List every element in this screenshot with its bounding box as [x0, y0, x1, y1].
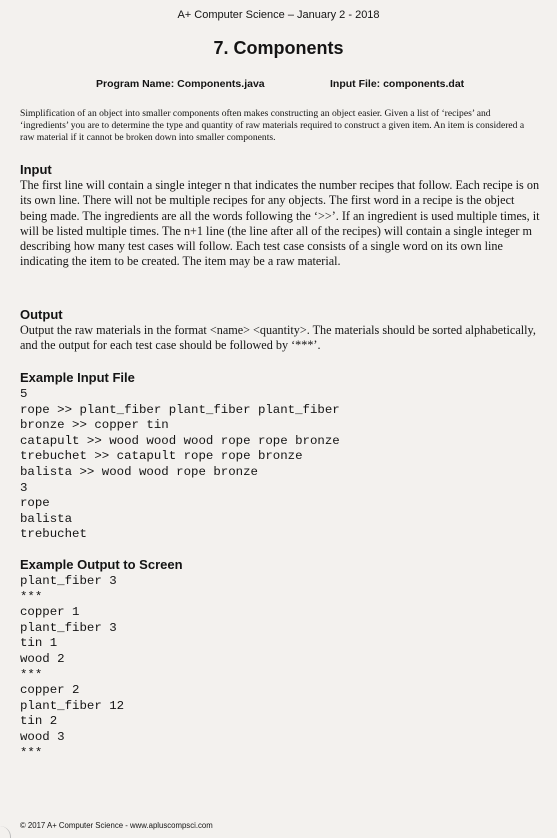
page-title: 7. Components	[213, 38, 344, 58]
program-name: Program Name: Components.java	[96, 78, 265, 90]
example-input-line: balista >> wood wood rope bronze	[20, 464, 258, 479]
input-file-name: Input File: components.dat	[330, 78, 465, 90]
example-output-heading: Example Output to Screen	[20, 557, 183, 572]
example-output-line: tin 1	[20, 636, 58, 651]
example-output-line: wood 3	[20, 729, 65, 744]
example-output-line: ***	[20, 745, 43, 760]
example-input-line: trebuchet >> catapult rope rope bronze	[20, 449, 303, 464]
intro-paragraph: Simplification of an object into smaller components often makes constructing an object easier. Given a list of ‘recipes’ and ‘ingredients’ you are to determine the type and quantity of raw materials required to construct a given item. An item is considered a raw material if it cannot be broken down into smaller components.	[20, 108, 525, 143]
output-heading: Output	[20, 307, 63, 322]
example-input-line: catapult >> wood wood wood rope rope bronze	[20, 433, 340, 448]
example-input-line: 3	[20, 480, 28, 495]
example-output-line: tin 2	[20, 714, 58, 729]
input-description: The first line will contain a single integer n that indicates the number recipes that follow. Each recipe is on its own line. There will not be multiple recipes for any objects. The first word in a recipe is the object being made. The ingredients are all the words following the ‘>>’. If an ingredient is used multiple times, it will be listed multiple times. The n+1 line (the line after all of the recipes) will contain a single integer m describing how many test cases will follow. Each test case consists of a single word on its own line indicating the item to be created. The item may be a raw material.	[20, 178, 540, 269]
example-input-line: bronze >> copper tin	[20, 418, 169, 433]
copyright-footer: © 2017 A+ Computer Science - www.apluscompsci.com	[20, 821, 213, 830]
example-input-line: rope	[20, 496, 50, 511]
example-input-block	[20, 387, 340, 543]
output-description: Output the raw materials in the format <name> <quantity>. The materials should be sorted alphabetically, and the output for each test case should be followed by ‘***’.	[20, 323, 536, 353]
example-output-line: ***	[20, 667, 43, 682]
example-output-line: ***	[20, 589, 43, 604]
example-input-heading: Example Input File	[20, 370, 135, 385]
example-output-line: copper 1	[20, 605, 80, 620]
course-header: A+ Computer Science – January 2 - 2018	[177, 9, 380, 21]
example-input-line: trebuchet	[20, 527, 87, 542]
example-output-line: copper 2	[20, 683, 80, 698]
example-output-line: plant_fiber 3	[20, 620, 117, 635]
example-output-block	[20, 574, 124, 761]
example-output-line: plant_fiber 12	[20, 698, 125, 713]
page-curl-decoration	[0, 826, 11, 838]
example-output-line: plant_fiber 3	[20, 574, 117, 588]
example-input-line: 5	[20, 387, 28, 401]
example-input-line: rope >> plant_fiber plant_fiber plant_fiber	[20, 402, 340, 417]
input-heading: Input	[20, 162, 52, 177]
example-input-line: balista	[20, 511, 73, 526]
example-output-line: wood 2	[20, 651, 65, 666]
